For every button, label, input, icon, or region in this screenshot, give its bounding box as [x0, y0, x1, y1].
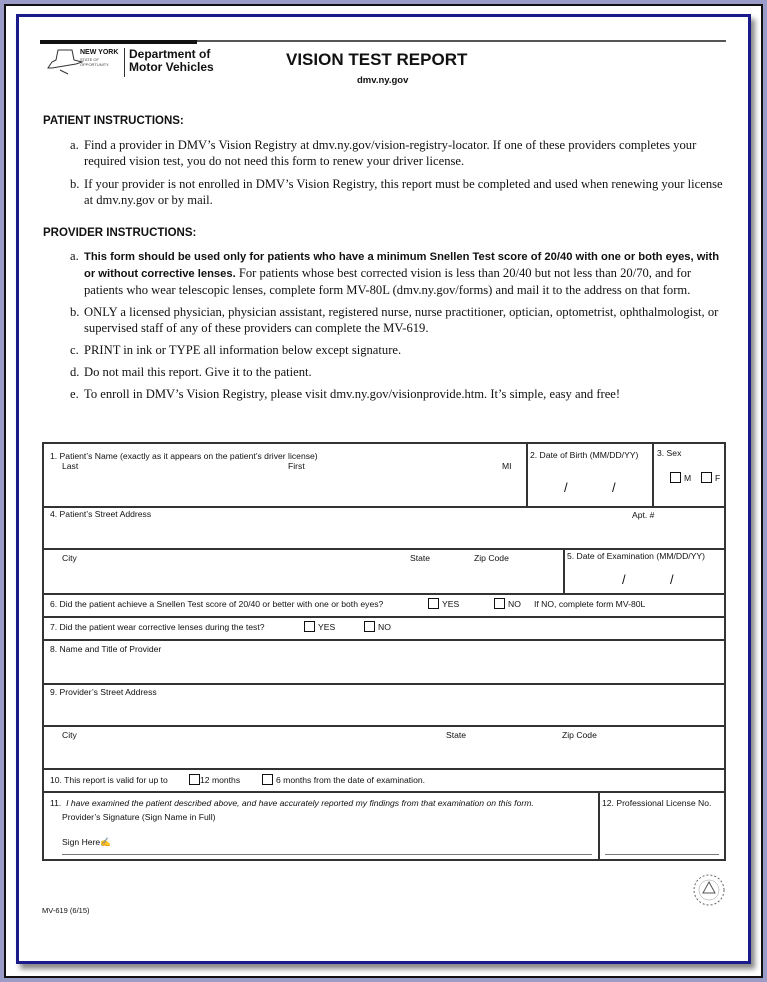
checkbox-icon — [494, 598, 505, 609]
patient-instructions-heading: PATIENT INSTRUCTIONS: — [43, 115, 184, 127]
item-marker: d. — [70, 365, 80, 379]
sex-label: 3. Sex — [657, 448, 682, 458]
item-text: To enroll in DMV’s Vision Registry, please visit dmv.ny.gov/visionprovide.htm. It’s simple, easy and free! — [84, 387, 621, 401]
agency-line-2: Motor Vehicles — [129, 60, 214, 74]
item-marker: e. — [70, 387, 79, 401]
sign-here-text: Sign Here — [62, 837, 101, 847]
agency-line-1: Department of — [129, 47, 211, 61]
pen-icon: ✍ — [100, 837, 111, 847]
checkbox-label: NO — [378, 622, 391, 632]
agency-name — [129, 48, 214, 74]
item-text: PRINT in ink or TYPE all information below except signature. — [84, 343, 402, 357]
checkbox-label: 6 months from the date of examination. — [276, 775, 426, 785]
item-bold-text: This form should be used only for patients who have a minimum Snellen Test score of 20/40 with one or both eyes, with or without corrective lenses. — [84, 251, 720, 280]
provider-city-label: City — [62, 730, 77, 740]
list-item — [70, 342, 726, 358]
valid-6-months-checkbox[interactable] — [262, 774, 425, 785]
item-marker: b. — [70, 305, 80, 319]
checkbox-label: YES — [442, 599, 460, 609]
snellen-note: If NO, complete form MV-80L — [534, 599, 646, 609]
valid-12-months-checkbox[interactable] — [189, 774, 240, 785]
recycled-paper-seal-icon — [692, 873, 726, 907]
provider-name-label: 8. Name and Title of Provider — [50, 644, 162, 654]
item-text: Do not mail this report. Give it to the patient. — [84, 365, 312, 379]
header-rule-accent — [40, 40, 197, 44]
provider-street-field[interactable] — [50, 699, 720, 723]
date-separator: / — [612, 480, 616, 495]
logo-divider — [124, 48, 125, 77]
exam-date-field[interactable] — [567, 564, 723, 591]
date-separator: / — [670, 572, 674, 587]
page-title: VISION TEST REPORT — [286, 50, 468, 69]
date-separator: / — [564, 480, 568, 495]
checkbox-icon — [364, 621, 375, 632]
zip-label: Zip Code — [474, 553, 509, 563]
signature-label: Provider’s Signature (Sign Name in Full) — [62, 812, 216, 822]
city-state-zip-field[interactable] — [50, 566, 558, 591]
checkbox-icon — [189, 774, 200, 785]
provider-instructions-heading: PROVIDER INSTRUCTIONS: — [43, 227, 197, 239]
vision-test-form — [42, 442, 726, 861]
snellen-question: 6. Did the patient achieve a Snellen Test score of 20/40 or better with one or both eyes? — [50, 599, 384, 609]
item-text: Find a provider in DMV’s Vision Registry at dmv.ny.gov/vision-registry-locator. If one of these providers completes your required vision test, you do not need this form to renew your driver license. — [84, 138, 697, 168]
license-number-label: 12. Professional License No. — [602, 798, 712, 808]
dob-label: 2. Date of Birth (MM/DD/YY) — [530, 450, 639, 460]
logo-tagline: STATE OF OPPORTUNITY. — [80, 57, 110, 67]
corrective-lenses-question: 7. Did the patient wear corrective lenses during the test? — [50, 622, 265, 632]
provider-state-label: State — [446, 730, 467, 740]
provider-name-field[interactable] — [50, 656, 720, 681]
provider-zip-label: Zip Code — [562, 730, 597, 740]
first-name-label: First — [288, 461, 305, 471]
item-text: If your provider is not enrolled in DMV’s Vision Registry, this report must be completed and used when renewing your license at dmv.ny.gov or by mail. — [84, 177, 723, 207]
list-item — [70, 248, 726, 298]
list-item — [70, 304, 726, 336]
dob-field[interactable] — [530, 464, 648, 502]
item-marker: c. — [70, 343, 79, 357]
checkbox-icon — [701, 472, 712, 483]
item-text — [84, 248, 726, 298]
attestation — [50, 798, 534, 808]
logo-state: NEW YORK — [80, 49, 119, 56]
lenses-no-checkbox[interactable] — [364, 621, 391, 632]
provider-instructions-list — [70, 248, 726, 402]
attestation-number: 11. — [50, 798, 62, 808]
patient-name-field[interactable] — [50, 472, 520, 502]
sex-male-checkbox[interactable] — [670, 472, 691, 483]
list-item — [70, 176, 730, 208]
street-address-field[interactable] — [50, 522, 720, 546]
form-id: MV-619 (6/15) — [42, 906, 90, 915]
sex-female-checkbox[interactable] — [701, 472, 720, 483]
website: dmv.ny.gov — [357, 75, 409, 86]
signature-line — [62, 854, 592, 855]
snellen-no-checkbox[interactable] — [494, 598, 521, 609]
list-item — [70, 386, 726, 402]
checkbox-label: F — [715, 473, 721, 483]
item-rest-text: For patients whose best corrected vision is less than 20/40 but not less than 20/70, and for patients who wear telescopic lenses, complete form MV-80L (dmv.ny.gov/forms) and mail it to the address on that form. — [84, 266, 692, 297]
checkbox-icon — [262, 774, 273, 785]
state-label: State — [410, 553, 431, 563]
last-name-label: Last — [62, 461, 79, 471]
checkbox-label: 12 months — [200, 775, 241, 785]
license-number-field[interactable] — [605, 814, 719, 852]
validity-label: 10. This report is valid for up to — [50, 775, 168, 785]
item-marker: b. — [70, 177, 80, 191]
date-separator: / — [622, 572, 626, 587]
attestation-text: I have examined the patient described above, and have accurately reported my findings from that examination on this form. — [66, 798, 534, 808]
exam-date-label: 5. Date of Examination (MM/DD/YY) — [567, 551, 706, 561]
item-marker: a. — [70, 138, 79, 152]
item-marker: a. — [70, 249, 79, 263]
street-address-label: 4. Patient’s Street Address — [50, 509, 152, 519]
checkbox-label: NO — [508, 599, 521, 609]
apt-label: Apt. # — [632, 510, 655, 520]
list-item — [70, 364, 726, 380]
item-text: ONLY a licensed physician, physician assistant, registered nurse, nurse practitioner, optician, optometrist, ophthalmologist, or supervised staff of any of these providers can complete the MV-619. — [84, 305, 719, 335]
checkbox-icon — [670, 472, 681, 483]
license-number-line — [605, 854, 719, 855]
provider-address-label: 9. Provider’s Street Address — [50, 687, 157, 697]
patient-instructions-list — [70, 137, 730, 208]
checkbox-label: M — [684, 473, 692, 483]
patient-name-label: 1. Patient’s Name (exactly as it appears on the patient’s driver license) — [50, 451, 318, 461]
list-item — [70, 137, 730, 169]
checkbox-icon — [428, 598, 439, 609]
sign-here-label — [62, 837, 111, 848]
middle-initial-label: MI — [502, 461, 512, 471]
lenses-yes-checkbox[interactable] — [304, 621, 335, 632]
checkbox-icon — [304, 621, 315, 632]
checkbox-label: YES — [318, 622, 336, 632]
provider-city-state-zip-field[interactable] — [50, 742, 720, 766]
signature-field[interactable] — [144, 829, 592, 853]
snellen-yes-checkbox[interactable] — [428, 598, 459, 609]
city-label: City — [62, 553, 77, 563]
